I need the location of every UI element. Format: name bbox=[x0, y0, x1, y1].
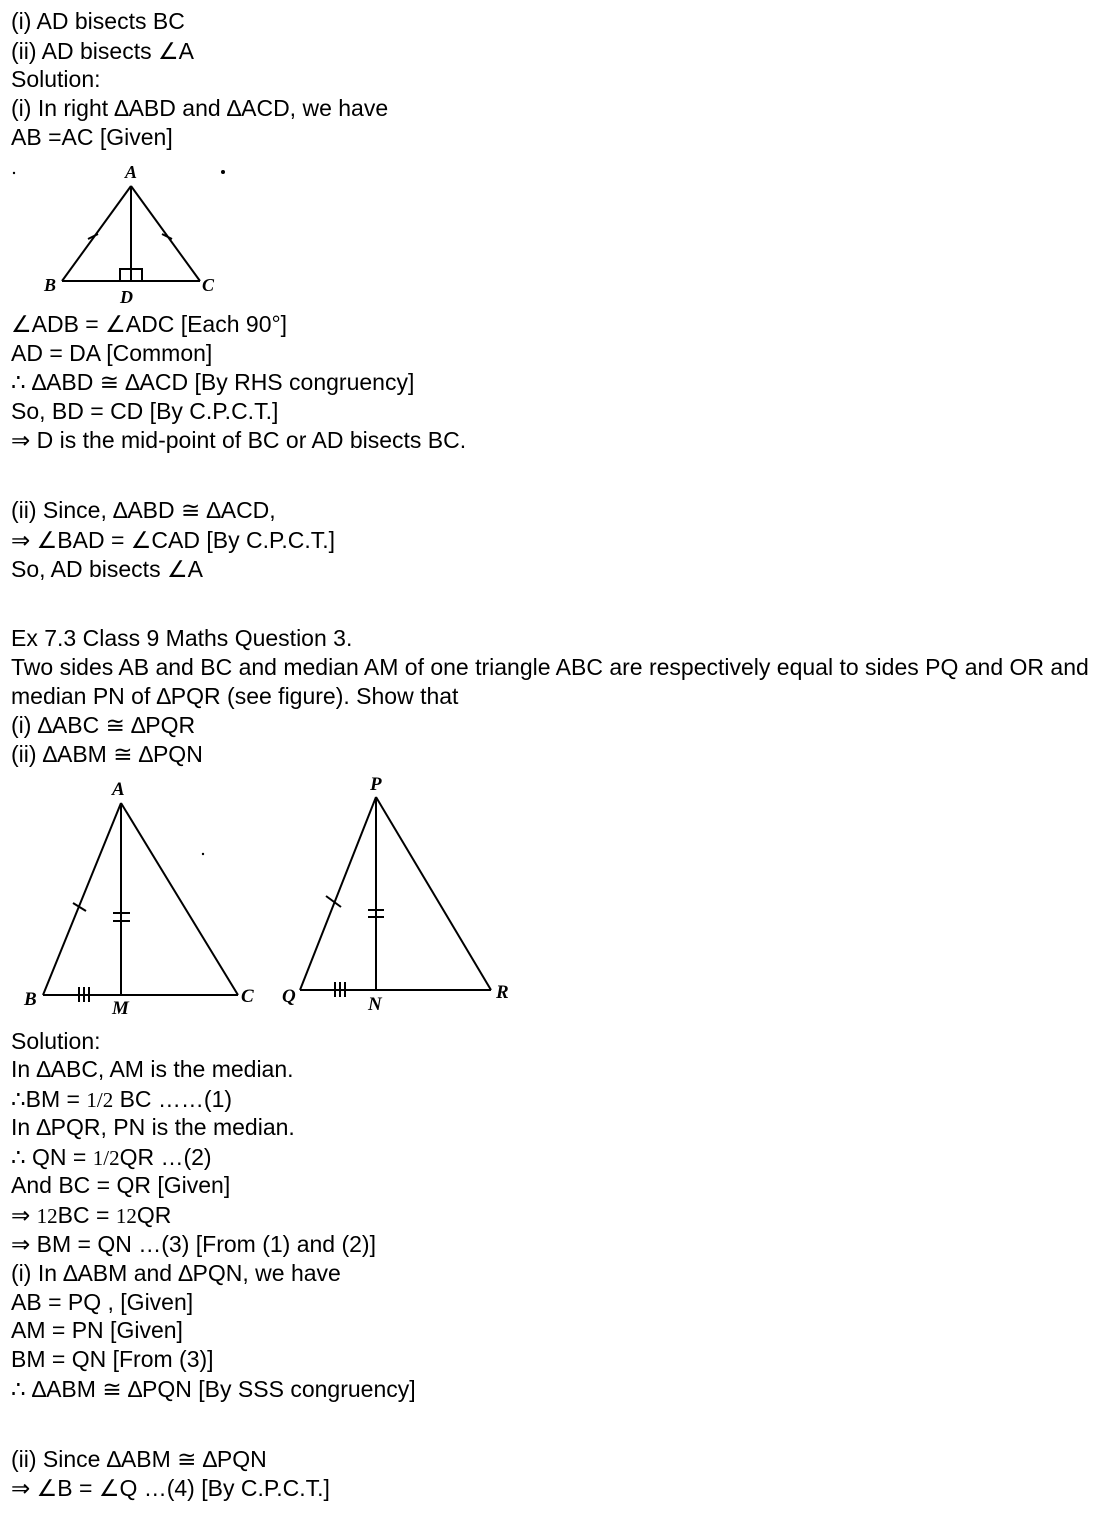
vertex-label-a: A bbox=[112, 779, 125, 800]
fraction: 1/2 bbox=[92, 1146, 120, 1170]
solution-line: AM = PN [Given] bbox=[11, 1317, 183, 1343]
solution-heading: Solution: bbox=[11, 66, 101, 92]
solution-line bbox=[11, 1143, 212, 1173]
vertex-label-c: C bbox=[202, 275, 215, 295]
vertex-label-a: A bbox=[125, 162, 138, 182]
text: ⇒ bbox=[11, 1202, 37, 1228]
solution-line: ⇒ ∠BAD = ∠CAD [By C.P.C.T.] bbox=[11, 527, 336, 553]
question-part-i: (i) ∆ABC ≅ ∆PQR bbox=[11, 712, 196, 738]
solution-line: And BC = QR [Given] bbox=[11, 1172, 231, 1198]
vertex-label-c: C bbox=[241, 986, 254, 1007]
text: QR …(2) bbox=[119, 1144, 212, 1170]
question-part-i: (i) AD bisects BC bbox=[11, 8, 185, 34]
vertex-label-r: R bbox=[496, 982, 509, 1003]
solution-line bbox=[11, 1201, 171, 1231]
solution-line: So, BD = CD [By C.P.C.T.] bbox=[11, 398, 279, 424]
vertex-label-d: D bbox=[120, 287, 133, 307]
solution-line: (ii) Since, ∆ABD ≅ ∆ACD, bbox=[11, 497, 276, 523]
solution-line: In ∆ABC, AM is the median. bbox=[11, 1056, 294, 1082]
solution-line: (ii) Since ∆ABM ≅ ∆PQN bbox=[11, 1446, 267, 1472]
solution-line: ∠ADB = ∠ADC [Each 90°] bbox=[11, 311, 288, 337]
solution-line: ⇒ ∠B = ∠Q …(4) [By C.P.C.T.] bbox=[11, 1475, 330, 1501]
solution-line: ∴ ∆ABD ≅ ∆ACD [By RHS congruency] bbox=[11, 369, 415, 395]
fraction: 12 bbox=[36, 1204, 58, 1228]
text: ∴BM = bbox=[11, 1086, 87, 1112]
fraction: 12 bbox=[115, 1204, 137, 1228]
solution-line: So, AD bisects ∠A bbox=[11, 556, 203, 582]
solution-line: (i) In ∆ABM and ∆PQN, we have bbox=[11, 1260, 341, 1286]
solution-line: ⇒ BM = QN …(3) [From (1) and (2)] bbox=[11, 1231, 376, 1257]
solution-line: In ∆PQR, PN is the median. bbox=[11, 1114, 295, 1140]
solution-line: (i) In right ∆ABD and ∆ACD, we have bbox=[11, 95, 389, 121]
text: BC = bbox=[57, 1202, 116, 1228]
text: QR bbox=[136, 1202, 172, 1228]
vertex-label-b: B bbox=[24, 989, 37, 1010]
question-part-ii: (ii) AD bisects ∠A bbox=[11, 38, 194, 64]
fraction: 1/2 bbox=[86, 1088, 114, 1112]
vertex-label-b: B bbox=[44, 275, 57, 295]
solution-line: ⇒ D is the mid-point of BC or AD bisects BC. bbox=[11, 427, 467, 453]
solution-line: AB = PQ , [Given] bbox=[11, 1289, 194, 1315]
solution-line: ∴ ∆ABM ≅ ∆PQN [By SSS congruency] bbox=[11, 1376, 416, 1402]
question-text: Two sides AB and BC and median AM of one triangle ABC are respectively equal to sides PQ and OR and median PN of ∆PQR (see figure). Show that bbox=[11, 654, 1089, 709]
triangle-abc-figure bbox=[10, 158, 260, 308]
question-heading: Ex 7.3 Class 9 Maths Question 3. bbox=[11, 625, 353, 651]
question-part-ii: (ii) ∆ABM ≅ ∆PQN bbox=[11, 741, 203, 767]
vertex-label-n: N bbox=[368, 994, 382, 1015]
triangles-abc-pqr-figure bbox=[10, 770, 530, 1025]
solution-line: AB =AC [Given] bbox=[11, 124, 173, 150]
solution-line: BM = QN [From (3)] bbox=[11, 1346, 214, 1372]
vertex-label-p: P bbox=[370, 774, 382, 795]
solution-line bbox=[11, 1085, 232, 1115]
vertex-label-m: M bbox=[112, 998, 129, 1019]
text: ∴ QN = bbox=[11, 1144, 93, 1170]
solution-heading: Solution: bbox=[11, 1028, 101, 1054]
solution-line: AD = DA [Common] bbox=[11, 340, 213, 366]
vertex-label-q: Q bbox=[282, 986, 296, 1007]
text: BC ……(1) bbox=[113, 1086, 233, 1112]
